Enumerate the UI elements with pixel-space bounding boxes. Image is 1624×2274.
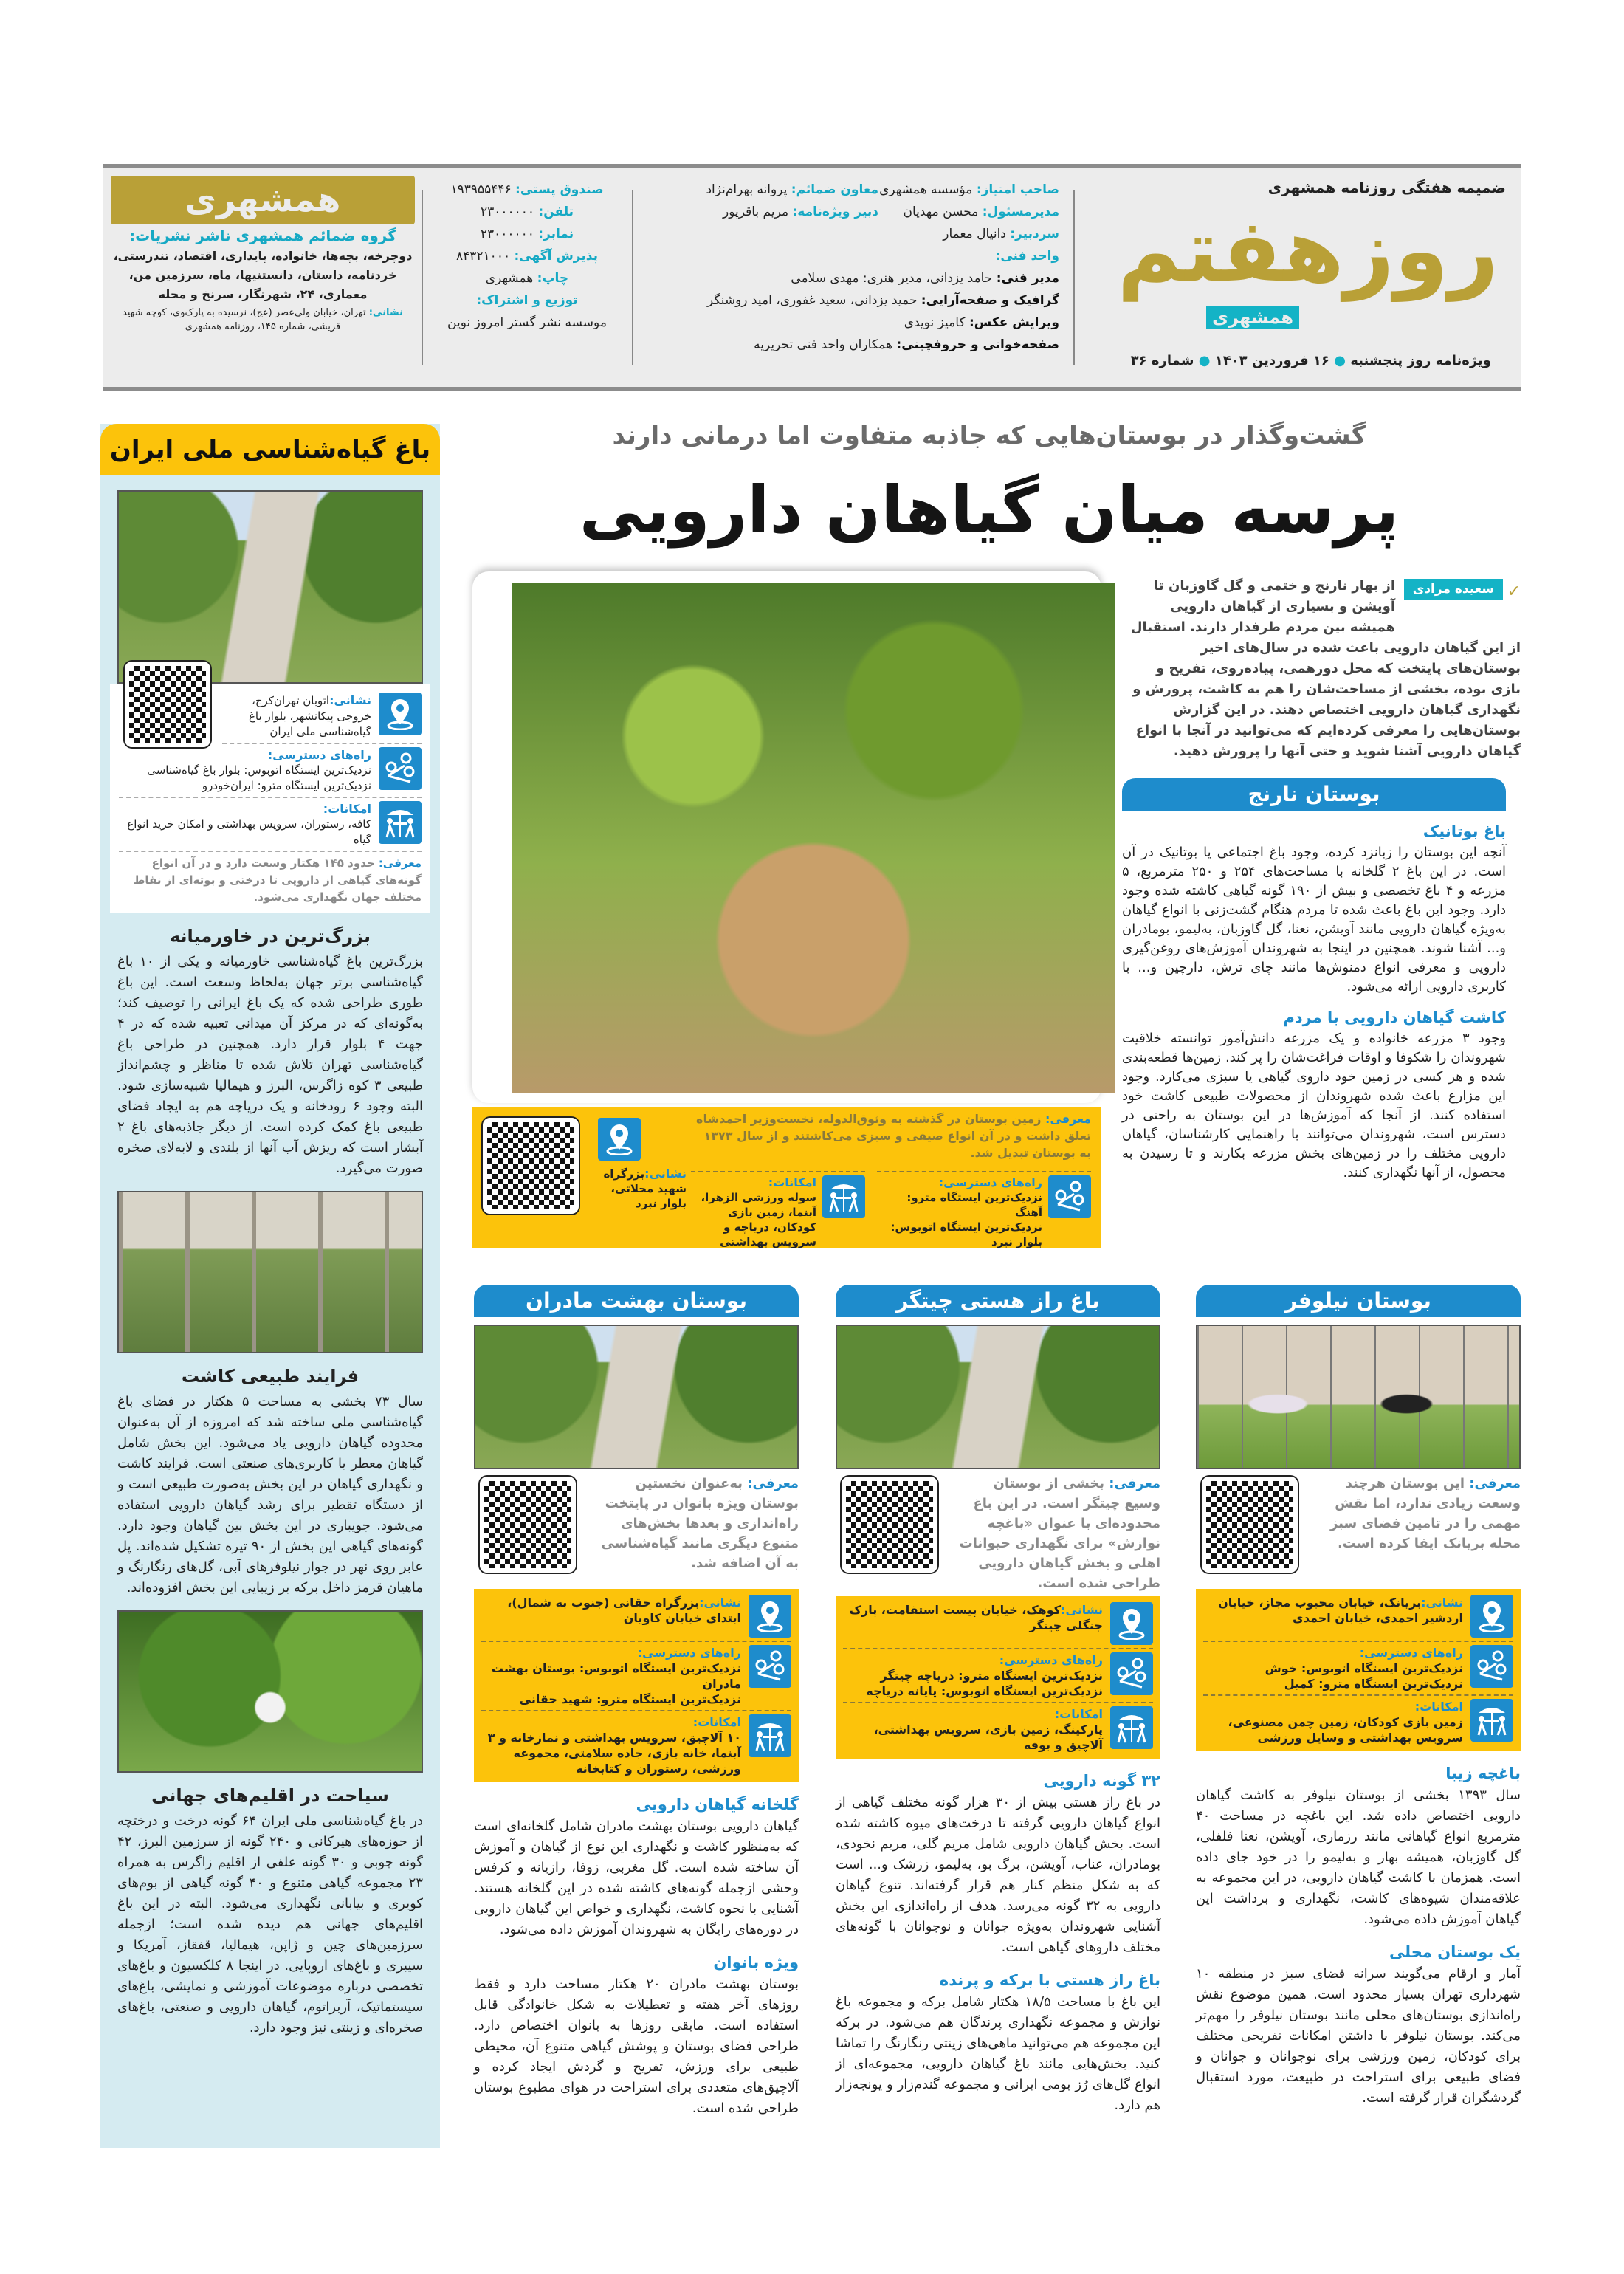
route-icon [1048,1175,1091,1218]
divider [632,190,633,365]
paragraph: بوستان بهشت مادران ۲۰ هکتار مساحت دارد و فقط روزهای آخر هفته و تعطیلات به شکل خانوادگی قابل استفاده است. مابقی روزها به بانوان اختصاص دارد. طراحی فضای بوستان و پوشش گیاهی متنوع آن، محیطی طبیعی برای ورزش، تفریح و گردش ایجاد کرده و آلاچیق‌های متعددی برای استراحت در هوای مطبوع بوستان طراحی شده است. [474,1976,799,2116]
location-pin-icon [749,1595,791,1638]
check-icon: ✓ [1507,583,1521,601]
sidebar-heading-1: بزرگ‌ترین در خاورمیانه [169,926,371,947]
masthead-line: توزیع و اشتراک: [476,293,578,308]
narenj-sections [1122,820,1506,1183]
park-column [836,1285,1160,2126]
masthead-line: چاپ: همشهری [485,271,569,286]
column-intro: معرفی: این بوستان هرچند وسعت زیادی ندارد، اما نقش مهمی را در تامین فضای سبز محله بریانک ایفا کرده است. [1329,1476,1521,1551]
route-icon [379,747,422,790]
subheading: ۳۲ گونه دارویی [1043,1772,1160,1790]
paragraph: در باغ راز هستی بیش از ۳۰ هزار گونه مختلف گیاهی از انواع گیاهان دارویی گرفته تا درخت‌های میوه کاشته شده است. بخش گیاهان دارویی شامل مریم گلی، مریم نخودی، بومادران، عناب، آویشن، برگ بو، به‌لیمو، زرشک و... است که به شکل منظم کنار هم قرار گرفته‌اند. تنوع گیاهان دارویی به ۳۲ گونه می‌رسد. هدف از راه‌اندازی این بخش آشنایی شهروندان به‌ویژه جوانان و نوجوانان با گونه‌های مختلف داروهای گیاهی است. [836,1795,1160,1955]
paragraph: این باغ با مساحت ۱۸/۵ هکتار شامل برکه و مجموعه باغ نوازش و مجموعه نگهداری پرندگان هم می‌شود. در برکه این مجموعه هم می‌توانید ماهی‌های زینتی رنگارنگ را تماشا کنید. بخش‌هایی مانند باغ گیاهان دارویی، مجموعه‌ای از انواع گل‌های رُز بومی ایرانی و مجموعه گندم‌زار و یونجه‌زار هم دارد. [836,1994,1160,2113]
group-address: نشانی: تهران، خیابان ولی‌عصر (عج)، نرسیده به پارک‌وی، کوچه شهید قریشی، شماره ۱۴۵، روزنامه همشهری [123,307,403,332]
column-title: باغ راز هستی چیتگر [836,1285,1160,1317]
masthead-line: تلفن: ۲۳۰۰۰۰۰۰ [480,205,574,219]
column-info-box: نشانی:بزرگراه حقانی (جنوب به شمال)، ابتدای خیابان کاویان راه‌های دسترسی: نزدیک‌ترین ایستگاه اتوبوس: بوستان بهشت مادران نزدیک‌ترین ایستگاه مترو: شهید حقانی امکانات: ۱۰ آلاچیق، سرویس بهداشتی و نمازخانه و ۳ آبنما، خانه بازی، جاده سلامتی، مجموعه ورزشی، رستوران و کتابخانه [474,1589,799,1782]
supplement-label: ضمیمه هفتگی روزنامه همشهری [1267,179,1506,196]
facilities-icon [379,801,422,844]
article-intro: ✓ سعیده مرادی از بهار نارنج و ختمی و گل گاوزبان تا آویشن و بسیاری از گیاهان دارویی همیشه بین مردم طرفدار دارند. استقبال از این گیاهان دارویی باعث شده در سال‌های اخیر بوستان‌های پایتخت که محل دورهمی، پیاده‌روی، تفریح و بازی بوده، بخشی از مساحت‌شان را هم به کاشت، پرورش و نگهداری گیاهان دارویی اختصاص دهند. در این گزارش بوستان‌هایی را معرفی کرده‌ایم که می‌توانید در آنجا با انواع گیاهان دارویی آشنا شوید و حتی آنها را پرورش دهید. [1122,576,1521,762]
issue-number: شماره ۳۶ [1130,353,1194,368]
route-icon [1110,1652,1153,1695]
route-icon [749,1645,791,1688]
qr-code[interactable] [483,1118,579,1214]
sidebar-text-3: در باغ گیاه‌شناسی ملی ایران ۶۴ گونه درخت و درختچه از حوزه‌های هیرکانی و ۲۴۰ گونه از سرزمین البرز، ۴۲ گونه چوبی و ۳۰ گونه علفی از اقلیم زاگرس به همراه ۲۳ مجموعه گیاهی متنوع و ۴۰ گونه گیاهی از بوم‌های کویری و بیابانی نگهداری می‌شود. البته در این باغ اقلیم‌های جهانی هم دیده شده است؛ ازجمله سرزمین‌های چین و ژاپن، هیمالیا، قفقاز، آمریکا و سیبری و باغ‌های اروپایی. در اینجا ۸ کلکسیون و باغ‌های تخصصی درباره موضوعات آموزشی و نمایشی، باغ‌های سیستماتیک، آربراتوم، گیاهان دارویی و صنعتی، باغ‌های صخره‌ای و زینتی نیز وجود دارد. [117,1813,424,2036]
article-title: پرسه میان گیاهان دارویی [579,472,1400,548]
paragraph: آنچه این بوستان را زبانزد کرده، وجود باغ اجتماعی یا بوتانیک در آن است. در این باغ ۲ گلخانه با مساحت‌های ۲۵۴ و ۲۵۰ مترمربع، ۵ مزرعه و ۴ باغ تخصصی و بیش از ۱۹۰ گونه گیاهی کاشته شده وجود دارد. وجود این باغ باعث شده تا مردم هنگام گشت‌زنی با انواع گیاهان به‌ویژه گیاهان دارویی مانند آویشن، نعنا، گل گاوزبان، به‌لیمو، بومادران و... آشنا شوند. همچنین در اینجا به شهروندان آموزش‌های روغن‌گیری دارویی و معرفی انواع دمنوش‌ها مانند چای ترش، دارچین و... با کاربری دارویی ارائه می‌شود. [1122,845,1506,995]
column-body [1196,1762,1521,2109]
group-publications: دوچرخه، بچه‌ها، خانواده، پایداری، اقتصاد، تندرستی، خردنامه، داستان، دانستنیها، ماه، سرزمین من، معماری، ۲۴، شهرنگار، سرنخ و محله [113,249,413,301]
column-body [836,1769,1160,2116]
subheading: باغ راز هستی با برکه و پرنده [939,1971,1160,1989]
subheading: یک بوستان محلی [1389,1943,1521,1961]
location-pin-icon [1110,1602,1153,1645]
narenj-facilities: امکانات: سوله ورزشی الزهرا، آبنما، زمین بازی کودکان، دریاچه و سرویس بهداشتی [691,1171,865,1249]
author-name: سعیده مرادی [1404,579,1503,600]
column-photo [836,1325,1160,1469]
logo-sub: همشهری [1206,306,1299,329]
column-intro: معرفی: بخشی از بوستان وسیع چیتگر است. در این باغ محدوده‌ای با عنوان «باغچه نوازش» برای نگهداری حیوانات اهلی و بخش گیاهان دارویی طراحی شده است. [959,1476,1160,1591]
park-column [474,1285,799,2129]
subheading: باغ بوتانیک [1422,822,1506,840]
masthead-line: دبیر ویژه‌نامه: مریم باقرپور [723,205,878,219]
masthead-line: صندوق پستی: ۱۹۳۹۵۵۴۴۶ [450,182,604,197]
sidebar-text-1: بزرگ‌ترین باغ گیاه‌شناسی خاورمیانه و یکی از ۱۰ باغ گیاه‌شناسی برتر جهان به‌لحاظ وسعت است. این باغ طوری طراحی شده که یک باغ ایرانی را توصیف کند؛ به‌گونه‌ای که در مرکز آن میدانی تعبیه شده که در ۴ جهت ۴ بلوار قرار دارد. همچنین در طراحی باغ گیاه‌شناسی تهران تلاش شده تا مناظر و چشم‌انداز طبیعی ۳ کوه زاگرس، البرز و هیمالیا شبیه‌سازی شود. البته وجود ۶ رودخانه و یک دریاچه هم به ایجاد فضای طبیعی باغ کمک کرده است. از دیگر جاذبه‌های باغ ۲ آبشار است که ریزش آب آنها از بلندی و لابه‌لای صخره صورت می‌گیرد. [117,954,423,1176]
column-title: بوستان نیلوفر [1196,1285,1521,1317]
facilities-icon [822,1175,865,1218]
park-column [1196,1285,1521,2119]
narenj-intro: معرفی: زمین بوستان در گذشته به وثوق‌الدوله، نخست‌وزیر احمدشاه تعلق داشت و در آن انواع صیفی و سبزی می‌کاشتند و از سال ۱۳۷۳ به بوستان تبدیل شد. [696,1112,1091,1160]
masthead-line: موسسه نشر گستر امروز نوین [447,315,607,330]
sidebar-facilities: امکانات: کافه، رستوران، سرویس بهداشتی و امکان خرید انواع گیاه [119,798,422,852]
sidebar-info-box [110,684,430,913]
subheading: کاشت گیاهان دارویی با مردم [1283,1009,1506,1026]
issue-line: ویژه‌نامه روز پنجشنبه ● ۱۶ فروردین ۱۴۰۳ ● شماره ۳۶ [1130,353,1491,368]
facilities-icon [1110,1706,1153,1749]
sidebar-address: نشانی:اتوبان تهران‌کرج، خروجی پیکانشهر، بلوار باغ گیاه‌شناسی ملی ایران [222,690,422,744]
masthead-line: ویرایش عکس: کامیز نویدی [904,315,1059,330]
narenj-address: نشانی:بزرگراه شهید محلاتی، بلوار نبرد [598,1118,687,1211]
sidebar-panel [100,424,440,2148]
masthead-line: پذیرش آگهی: ۸۴۳۲۱۰۰۰ [456,249,598,264]
sidebar-photo-1 [117,490,423,684]
location-pin-icon [379,693,422,735]
column-title: بوستان بهشت مادران [474,1285,799,1317]
sidebar-heading-2: فرایند طبیعی کاشت [181,1366,359,1387]
paragraph: سال ۱۳۹۳ بخشی از بوستان نیلوفر به کاشت گیاهان دارویی اختصاص داده شد. این باغچه در مساحت ۴۰ مترمربع انواع گیاهانی مانند رزماری، آویشن، نعنا فلفلی، گل گاوزبان، همیشه بهار و به‌لیمو را در خود جای داده است. همزمان با کاشت گیاهان دارویی، در این مجموعه به علاقه‌مندان شیوه‌های کاشت، نگهداری و برداشت این گیاهان آموزش داده می‌شود. [1196,1787,1521,1927]
group-block [111,176,415,334]
contact-list [428,179,626,334]
facilities-icon [1470,1699,1513,1742]
qr-code[interactable] [125,662,210,747]
narenj-info-box [472,1107,1101,1248]
column-info-box: نشانی:بریانک، خیابان محبوب مجاز، خیابان اردشیر احمدی، خیابان احمدی راه‌های دسترسی: نزدیک‌ترین ایستگاه اتوبوس: خوش نزدیک‌ترین ایستگاه مترو: کمیل امکانات: زمین بازی کودکان، زمین چمن مصنوعی، سرویس بهداشتی و وسایل ورزشی [1196,1589,1521,1751]
hero-frame [472,571,1101,1103]
masthead-line: گرافیک و صفحه‌آرایی: حمید یزدانی، سعید غفوری، امید روشنگر [706,293,1059,308]
divider [1073,190,1075,365]
sidebar-intro: معرفی: حدود ۱۴۵ هکتار وسعت دارد و در آن انواع گونه‌های گیاهی از دارویی تا درختی و بوته‌ای از نقاط مختلف جهان نگهداری می‌شود. [133,856,422,904]
subheading: ویژه بانوان [713,1954,799,1971]
column-body [474,1793,799,2119]
column-info-box: نشانی:کوهک، خیابان پیست استقامت، پارک جنگلی چیتگر راه‌های دسترسی: نزدیک‌ترین ایستگاه مترو: دریاچه چیتگر نزدیک‌ترین ایستگاه اتوبوس: پایانه دریاچه امکانات: پارکینگ، زمین بازی، سرویس بهداشتی، آلاچیق و بوفه [836,1596,1160,1759]
hero-photo [512,583,1115,1093]
article-kicker: گشت‌وگذار در بوستان‌هایی که جاذبه متفاوت اما درمانی دارند [612,421,1366,450]
paragraph: وجود ۳ مزرعه خانواده و یک مزرعه دانش‌آموز توانسته خلاقیت شهروندان را شکوفا و اوقات فراغت‌شان را پر کند. زمین‌ها قطعه‌بندی شده و هر کسی در زمین خود داروی گیاهی یا سبزی می‌کارد. وجود این مزارع باعث شده شهروندان از محصولات طبیعی کاشت خود استفاده کنند. از آنجا که آموزش‌ها در این بوستان به راحتی در دسترس است، شهروندان می‌توانند با راهنمایی کارشناسان، گیاهان دارویی مختلف را در زمین‌های بخش مزرعه بکارند و تا رسیدن به محصول، از آنها نگهداری کنند. [1122,1031,1506,1181]
author-byline [1395,576,1521,638]
right-column [1122,576,1521,1192]
masthead-line: صاحب امتیاز: مؤسسه همشهری [879,182,1059,197]
masthead-line: مدیرمسئول: محسن مهدیان [903,205,1059,219]
issue-day: ویژه‌نامه روز پنجشنبه [1350,353,1491,368]
column-photo [1196,1325,1521,1469]
location-pin-icon [598,1118,641,1161]
route-icon [1470,1645,1513,1688]
divider [422,190,423,365]
masthead-line: معاون ضمائم: پروانه بهرام‌نژاد [706,182,878,197]
masthead-line: نمابر: ۲۳۰۰۰۰۰۰ [480,227,574,241]
group-title: گروه ضمائم همشهری ناشر نشریات: [129,227,396,244]
sidebar-text-2: سال ۷۳ بخشی به مساحت ۵ هکتار در فضای باغ گیاه‌شناسی ملی ساخته شد که امروزه از آن به‌عنوان محدوده گیاهان دارویی یاد می‌شود. این بخش شامل گیاهان معطر یا کاربری‌های صنعتی است. فرایند کاشت و نگهداری گیاهان در این بخش به‌صورت طبیعی است و از دستگاه تقطیر برای رشد گیاهان دارویی استفاده می‌شود. جویباری در این بخش بین گیاهان وجود دارد. گونه‌های گیاهی این بخش از ۹۰ تیره تشکیل شده‌اند. پل عابر روی نهر در جوار نیلوفرهای آبی، گل‌های رنگارنگ و ماهیان قرمز داخل برکه بر زیبایی این بخش افزوده‌اند. [117,1394,424,1595]
qr-code[interactable] [842,1477,937,1573]
subheading: باغچه زیبا [1445,1765,1521,1782]
sidebar-heading-3: سیاحت در اقلیم‌های جهانی [151,1785,389,1806]
facilities-icon [749,1714,791,1757]
masthead-line: صفحه‌خوانی و حروفچینی: همکاران واحد فنی تحریریه [754,337,1059,352]
paragraph: آمار و ارقام می‌گویند سرانه فضای سبز در منطقه ۱۰ شهرداری تهران بسیار محدود است. همین موضوع نقش راه‌اندازی بوستان‌های محلی مانند بوستان نیلوفر را مهم‌تر می‌کند. بوستان نیلوفر با داشتن امکانات تفریحی مختلف برای کودکان، زمین ورزشی برای نوجوانان و جوانان و فضای طبیعی برای استراحت در طبیعت، مورد استقبال گردشگران قرار گرفته است. [1196,1966,1521,2106]
qr-code[interactable] [1202,1477,1298,1573]
ruz-haftom-logo: روزهفتم [1117,199,1499,301]
section-title-narenj: بوستان نارنج [1122,778,1506,811]
paragraph: گیاهان دارویی بوستان بهشت مادران شامل گلخانه‌ای است که به‌منظور کاشت و نگهداری این نوع از گیاهان و آموزش آن ساخته شده است. گل مغربی، زوفا، رازیانه و کرفس وحشی ازجمله گونه‌های کاشته شده در این گلخانه هستند. آشنایی با نحوه کاشت، نگهداری و خواص این گیاهان دارویی در دوره‌های رایگان به شهروندان آموزش داده می‌شود. [474,1818,799,1937]
masthead-line: واحد فنی: [995,249,1059,264]
qr-code[interactable] [480,1477,576,1573]
sidebar-access: راه‌های دسترسی: نزدیک‌ترین ایستگاه اتوبوس: بلوار باغ گیاه‌شناسی نزدیک‌ترین ایستگاه مترو: ایران‌خودرو [119,744,422,798]
staff-list-2 [694,179,878,223]
sidebar-photo-3 [117,1610,423,1773]
column-intro: معرفی: به‌عنوان نخستین بوستان ویژه بانوان در پایتخت راه‌اندازی و بعدها بخش‌های متنوع دیگری مانند گیاه‌شناسی به آن اضافه شد. [601,1476,799,1571]
issue-date: ۱۶ فروردین ۱۴۰۳ [1214,353,1329,368]
sidebar-photo-2 [117,1191,423,1353]
subheading: گلخانه گیاهان دارویی [636,1796,799,1813]
masthead-line: مدیر فنی: حامد یزدانی، مدیر هنری: مهدی سلامی [791,271,1059,286]
sidebar-title: باغ گیاه‌شناسی ملی ایران [100,424,440,475]
masthead-line: سردبیر: دانیال معمار [943,227,1059,241]
hamshahri-logo: همشهری [111,176,415,224]
masthead [103,164,1521,391]
location-pin-icon [1470,1595,1513,1638]
narenj-access: راه‌های دسترسی: نزدیک‌ترین ایستگاه مترو: آهنگ نزدیک‌ترین ایستگاه اتوبوس: بلوار نبرد [877,1171,1091,1249]
column-photo [474,1325,799,1469]
